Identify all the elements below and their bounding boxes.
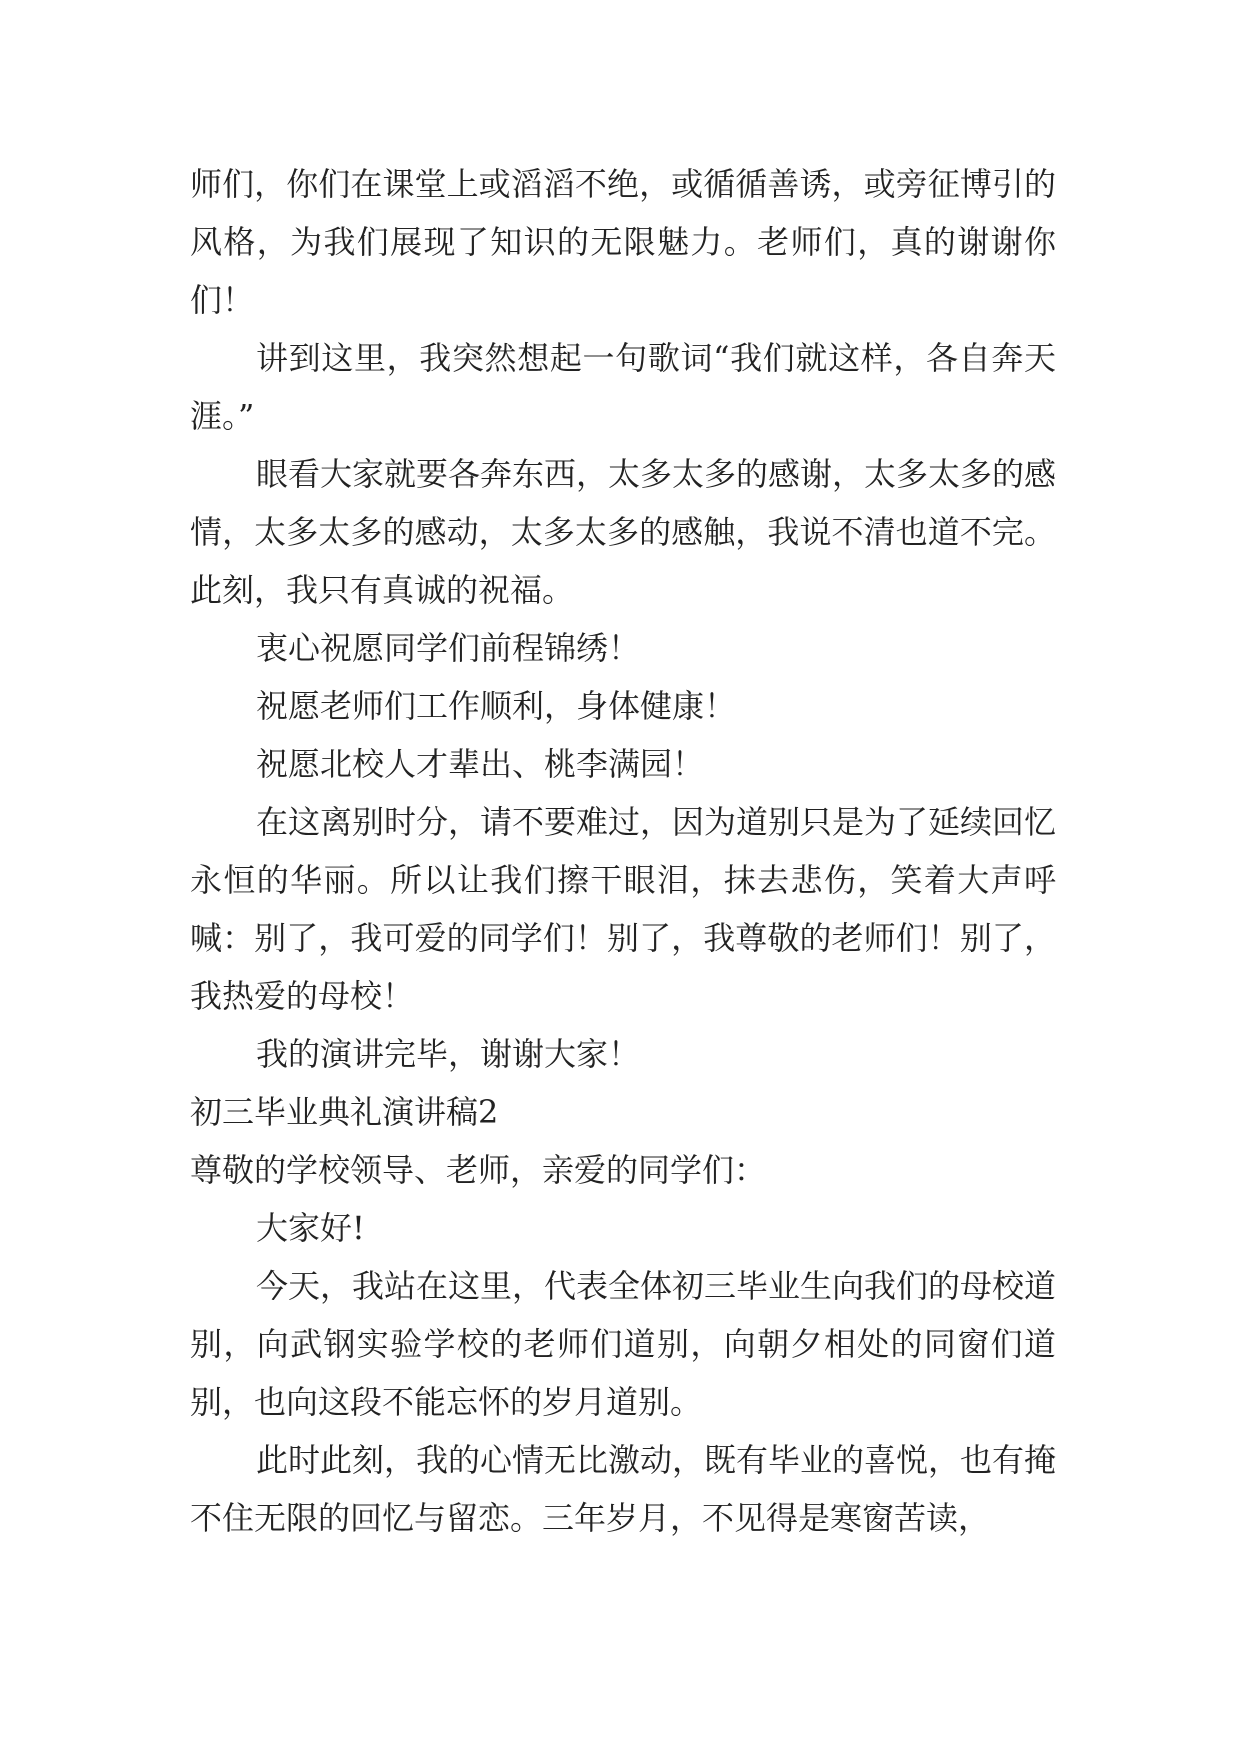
greeting: 大家好! (256, 1209, 365, 1247)
section-heading: 初三毕业典礼演讲稿2 (190, 1093, 499, 1131)
paragraph-wish-classmates: 衷心祝愿同学们前程锦绣！ (256, 629, 641, 667)
paragraph-farewell-school: 今天，我站在这里，代表全体初三毕业生向我们的母校道别，向武钢实验学校的老师们道别，向朝夕相处的同窗们道别，也向这段不能忘怀的岁月道别。 (190, 1267, 1057, 1421)
paragraph-farewell-feelings: 眼看大家就要各奔东西，太多太多的感谢，太多太多的感情，太多太多的感动，太多太多的感触，我说不清也道不完。此刻，我只有真诚的祝福。 (190, 455, 1057, 609)
paragraph-speech-end: 我的演讲完毕，谢谢大家！ (256, 1035, 641, 1073)
salutation: 尊敬的学校领导、老师，亲爱的同学们： (190, 1151, 767, 1189)
paragraph-thanks-teachers: 师们，你们在课堂上或滔滔不绝，或循循善诱，或旁征博引的风格，为我们展现了知识的无限魅力。老师们，真的谢谢你们！ (190, 165, 1056, 319)
document-body (190, 155, 1056, 1547)
paragraph-wish-teachers: 祝愿老师们工作顺利，身体健康！ (256, 687, 737, 725)
paragraph-parting: 在这离别时分，请不要难过，因为道别只是为了延续回忆永恒的华丽。所以让我们擦干眼泪，抹去悲伤，笑着大声呼喊：别了，我可爱的同学们！别了，我尊敬的老师们！别了，我热爱的母校！ (190, 803, 1057, 1015)
paragraph-song-lyric: 讲到这里，我突然想起一句歌词“我们就这样，各自奔天涯。” (190, 339, 1056, 435)
paragraph-wish-school: 祝愿北校人才辈出、桃李满园！ (256, 745, 705, 783)
paragraph-emotions: 此时此刻，我的心情无比激动，既有毕业的喜悦，也有掩不住无限的回忆与留恋。三年岁月，不见得是寒窗苦读， (190, 1441, 1057, 1537)
